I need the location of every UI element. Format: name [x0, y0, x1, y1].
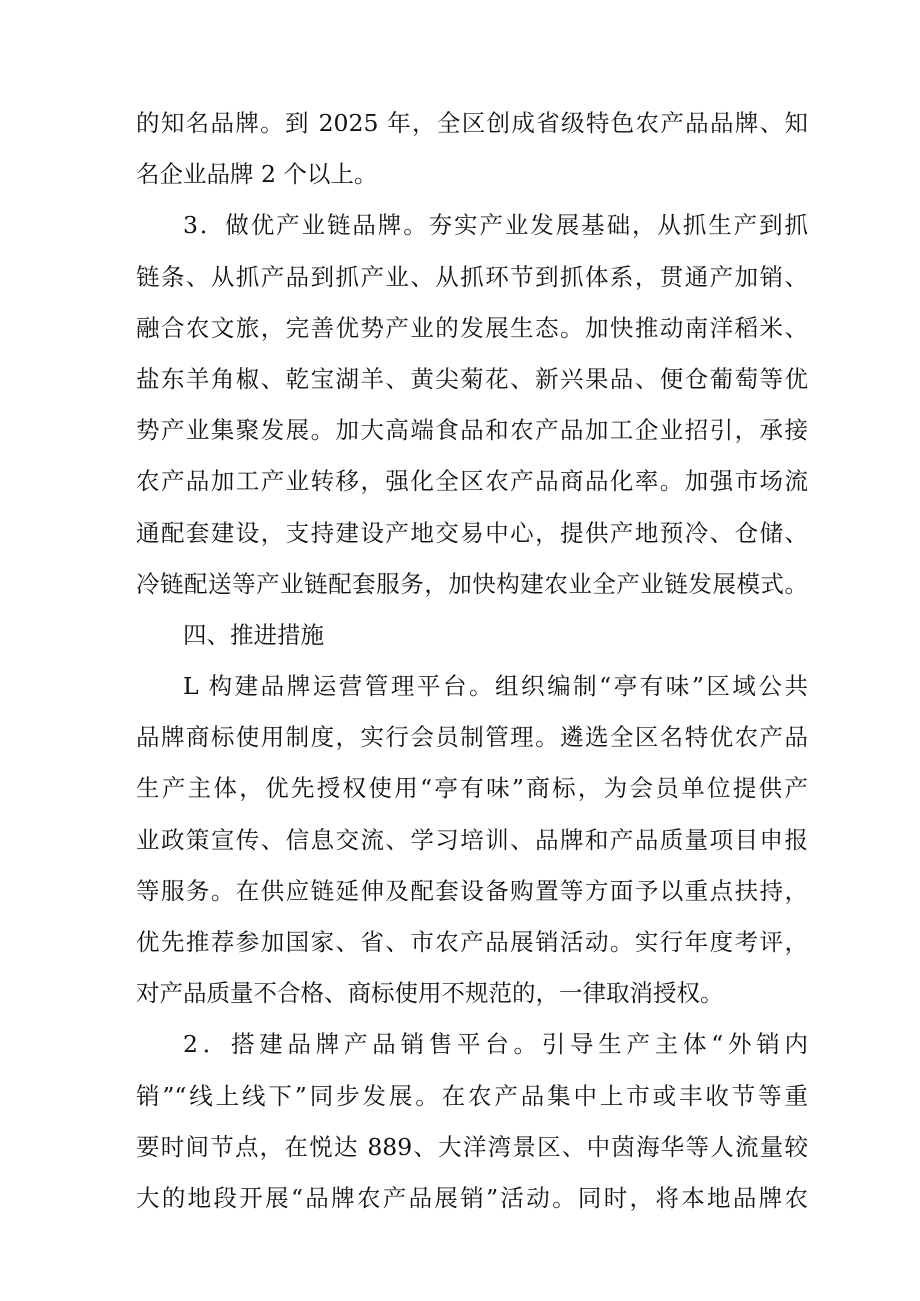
section-heading: 四、推进措施 [183, 620, 324, 649]
paragraph-line: 2．搭建品牌产品销售平台。引导生产主体“外销内 [183, 1030, 808, 1059]
paragraph-line: 要时间节点，在悦达 889、大洋湾景区、中茵海华等人流量较 [136, 1132, 808, 1161]
paragraph-line: 势产业集聚发展。加大高端食品和农产品加工企业招引，承接 [136, 416, 808, 445]
paragraph-line: 销”“线上线下”同步发展。在农产品集中上市或丰收节等重 [136, 1081, 808, 1110]
paragraph-line: 农产品加工产业转移，强化全区农产品商品化率。加强市场流 [136, 467, 808, 496]
paragraph-line: 大的地段开展“品牌农产品展销”活动。同时，将本地品牌农 [136, 1183, 808, 1212]
paragraph-line: 链条、从抓产品到抓产业、从抓环节到抓体系，贯通产加销、 [136, 262, 808, 291]
paragraph-line: 等服务。在供应链延伸及配套设备购置等方面予以重点扶持， [136, 876, 808, 905]
paragraph-line: 名企业品牌 2 个以上。 [136, 160, 378, 189]
paragraph-line: 融合农文旅，完善优势产业的发展生态。加快推动南洋稻米、 [136, 313, 808, 342]
paragraph-line: 品牌商标使用制度，实行会员制管理。遴选全区名特优农产品 [136, 723, 808, 752]
paragraph-line: L 构建品牌运营管理平台。组织编制“亭有味”区域公共 [183, 672, 808, 701]
paragraph-line: 优先推荐参加国家、省、市农产品展销活动。实行年度考评， [136, 928, 808, 956]
paragraph-line: 通配套建设，支持建设产地交易中心，提供产地预冷、仓储、 [136, 518, 808, 547]
paragraph-line: 业政策宣传、信息交流、学习培训、品牌和产品质量项目申报 [136, 825, 808, 854]
paragraph-line: 的知名品牌。到 2025 年，全区创成省级特色农产品品牌、知 [136, 109, 808, 137]
paragraph-line: 生产主体，优先授权使用“亭有味”商标，为会员单位提供产 [136, 774, 808, 803]
paragraph-line: 冷链配送等产业链配套服务，加快构建农业全产业链发展模式。 [136, 569, 808, 598]
paragraph-line: 盐东羊角椒、乾宝湖羊、黄尖菊花、新兴果品、便仓葡萄等优 [136, 364, 808, 393]
document-body [136, 98, 808, 1224]
paragraph-line: 对产品质量不合格、商标使用不规范的，一律取消授权。 [136, 979, 724, 1008]
paragraph-line: 3．做优产业链品牌。夯实产业发展基础，从抓生产到抓 [183, 211, 808, 240]
